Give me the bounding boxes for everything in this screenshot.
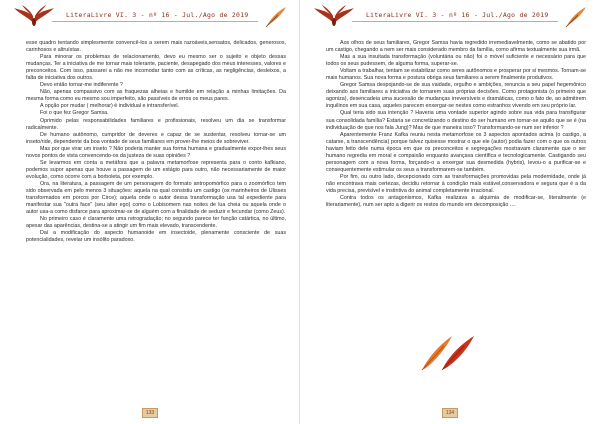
paragraph: Para minorar os problemas de relacionamento, devo eu mesmo ser o sujeito e objeto dessas mudanças. Ter a iniciativa de me tornar mais tolerante, paciente, desapegado dos meus interesses, valores e preconceitos. Com isso, passarei a não me incomodar tanto com as críticas, as negligências, desleixos, a falta de iniciativa dos outros. (26, 54, 286, 82)
phoenix-logo-icon (12, 4, 56, 28)
quill-pen-icon (264, 6, 288, 28)
paragraph: Por fim, ou outro lado, decepcionado com as transformações promovidas pela modernidade, onde já não encontrava mais certezas, decidiu retornar à condição mais estável,conservadora e segura que é a da vida precisa, previsível e instintiva do animal completamente irracional. (326, 173, 586, 194)
paragraph: Voltam a trabalhar, tentam se estabilizar como seres autônomos e prosperar por si mesmos. Tornam-se mais humanos. Sua nova forma e postura obriga seus familiares a serem finalmente produtivos. (326, 68, 586, 82)
paragraph: Oprimido pelas responsabilidades familiares e profissionais, resolveu um dia se transformar radicalmente. (26, 117, 286, 131)
paragraph: Não, apenas compassivo com as fraquezas alheias e humilde em relação a minhas limitações. Da mesma forma como eu mesmo sou imperfeito, são passíveis de erros os meus pares. (26, 89, 286, 103)
page-number: 133 (142, 408, 158, 418)
article-text-left (26, 40, 286, 244)
paragraph: A opção por mudar ( melhorar) é individual e intransferível. (40, 103, 180, 110)
header-title: LiteraLivre VI. 3 - nº 16 - Jul./Ago de 2019 (366, 11, 549, 19)
page-header (312, 4, 588, 30)
paragraph: Aos olhos de seus familiares, Gregor Samsa havia regredido irremediavelmente, como se abatido por um castigo, chegando a nem ser mais considerado membro da família, como afirma textualmente sua irmã. (326, 40, 586, 54)
paragraph: De humano autônomo, cumpridor de deveres e capaz de se sustentar, resolveu tornar-se um inseto/ride, dependente da boa vontade de seus familiares em prover-lhe meios de sobreviver. (26, 131, 286, 145)
paragraph: Ora, na literatura, a passagem de um personagem do formato antropomórfico para o zoomórfico tem sido observada em pelo menos 3 situações: aquela na qual consistiu um castigo (os marinheiros de Ulisses transformados em porcos por Circe); aquela onde o autor dessa transformação usa tal expediente para manifestar sua "outra face" (seu alter ego) como o Lobisomem nas noites de lua cheia ou aquela onde o autor usa-a como disfarce para aproximar-se de alguém com a finalidade de seduzir e fecundar (como Zeus). (26, 180, 286, 216)
paragraph: Daí a modificação do aspecto humanoide em insectoide, plenamente consciente de suas potencialidades, revelar um insólito paradoxo. (26, 230, 286, 244)
header-title: LiteraLivre VI. 3 - nº 16 - Jul./Ago de 2019 (66, 11, 249, 19)
paragraph: Gregor Samsa despojando-se de sua vaidade, orgulho e ambições, renuncia a seu papel hegemônico deixando aos familiares a iniciativa de tornarem suas próprias decisões. Como protagonista (o primeiro que agoniza), desencadeia uma sucessão de mudanças irreversíveis e dramáticas, como o fato de, ao admitirem inquilinos em sua casa, aqueles parecem enxergar-se nestes como estranhos vivendo em seu próprio lar. (326, 82, 586, 110)
phoenix-logo-icon (312, 4, 356, 28)
paragraph: Mas por que virar um inseto ? Não poderia manter sua forma humana e gradualmente expor-lhes seus novos pontos de vista convencendo-os da justeza de suas opiniões ? (26, 145, 286, 159)
right-page (300, 0, 600, 424)
quill-pen-icon (564, 6, 588, 28)
paragraph: Aparentemente Franz Kafka reuniu nesta metamorfose os 3 aspectos apontados acima (o castigo, a catarse, a transcendência) porque talvez quisesse mostrar o que ele (autor) podia fazer com o que os outros haviam feito dele numa época em que os preconceitos e segregações mostravam claramente que o ser humano regredia em moral e compaixão enquanto avançava científica e tecnologicamente. Castigando seu personagem com a nova forma, forçando-o a enxergar sua desmedida (hybris), levou-o a purificar-se e consequentemente estimular os seus a transformarem-se também. (326, 131, 586, 173)
paragraph: Mas a sua insuitada transformação (voluntária ou não) foi o móvel suficiente e necessário para que todos os seus pudessem, de alguma forma, superar-se. (326, 54, 586, 68)
paragraph: Se levarmos em conta a metáfora que a palavra metamorfose representa para o conto kafkiano, podemos supor apenas que houve a passagem de um estágio para outro, não necessariamente de maior evolução, como ocorre com a borboleta, por exemplo. (26, 159, 286, 180)
paragraph: Contra todos os antagonismos, Kafka realizava a alquimia de modificar-se, literalmente (e literariamente), num ser apto a digerir os restos do mundo em decomposição .... (326, 195, 586, 209)
header-rule (352, 21, 558, 22)
header-rule (52, 21, 258, 22)
page-header (12, 4, 288, 30)
paragraph: Qual teria sido sua intenção ? Haveria uma vontade superior agindo sobre sua vida para transfigurar sua consolidada família? Estaria se concretizando o destino do ser humano em tornar-se aquilo que se é (na individuação de que nos fala Jung)? Mas de que maneira isso? Transformando-se num ser inferior ? (326, 110, 586, 131)
feathers-illustration-icon (418, 332, 478, 372)
paragraph: esse quadro tentando simplesmente convencê-los a serem mais razoáveis,sensatos, delicados, generosos, carinhosos e altruístas. (26, 40, 286, 54)
page-number: 134 (442, 408, 458, 418)
paragraph: No primeiro caso é claramente uma retrogradação; no segundo parece ter função catártica, no último, apesar das aparências, destina-se a atingir um fim mais elevado, transcendente. (26, 216, 286, 230)
paragraph: Devo então tornar-me indiferente ? (40, 82, 123, 89)
article-text-right (326, 40, 586, 209)
paragraph: Foi o que fez Gregor Samsa. (40, 110, 109, 117)
